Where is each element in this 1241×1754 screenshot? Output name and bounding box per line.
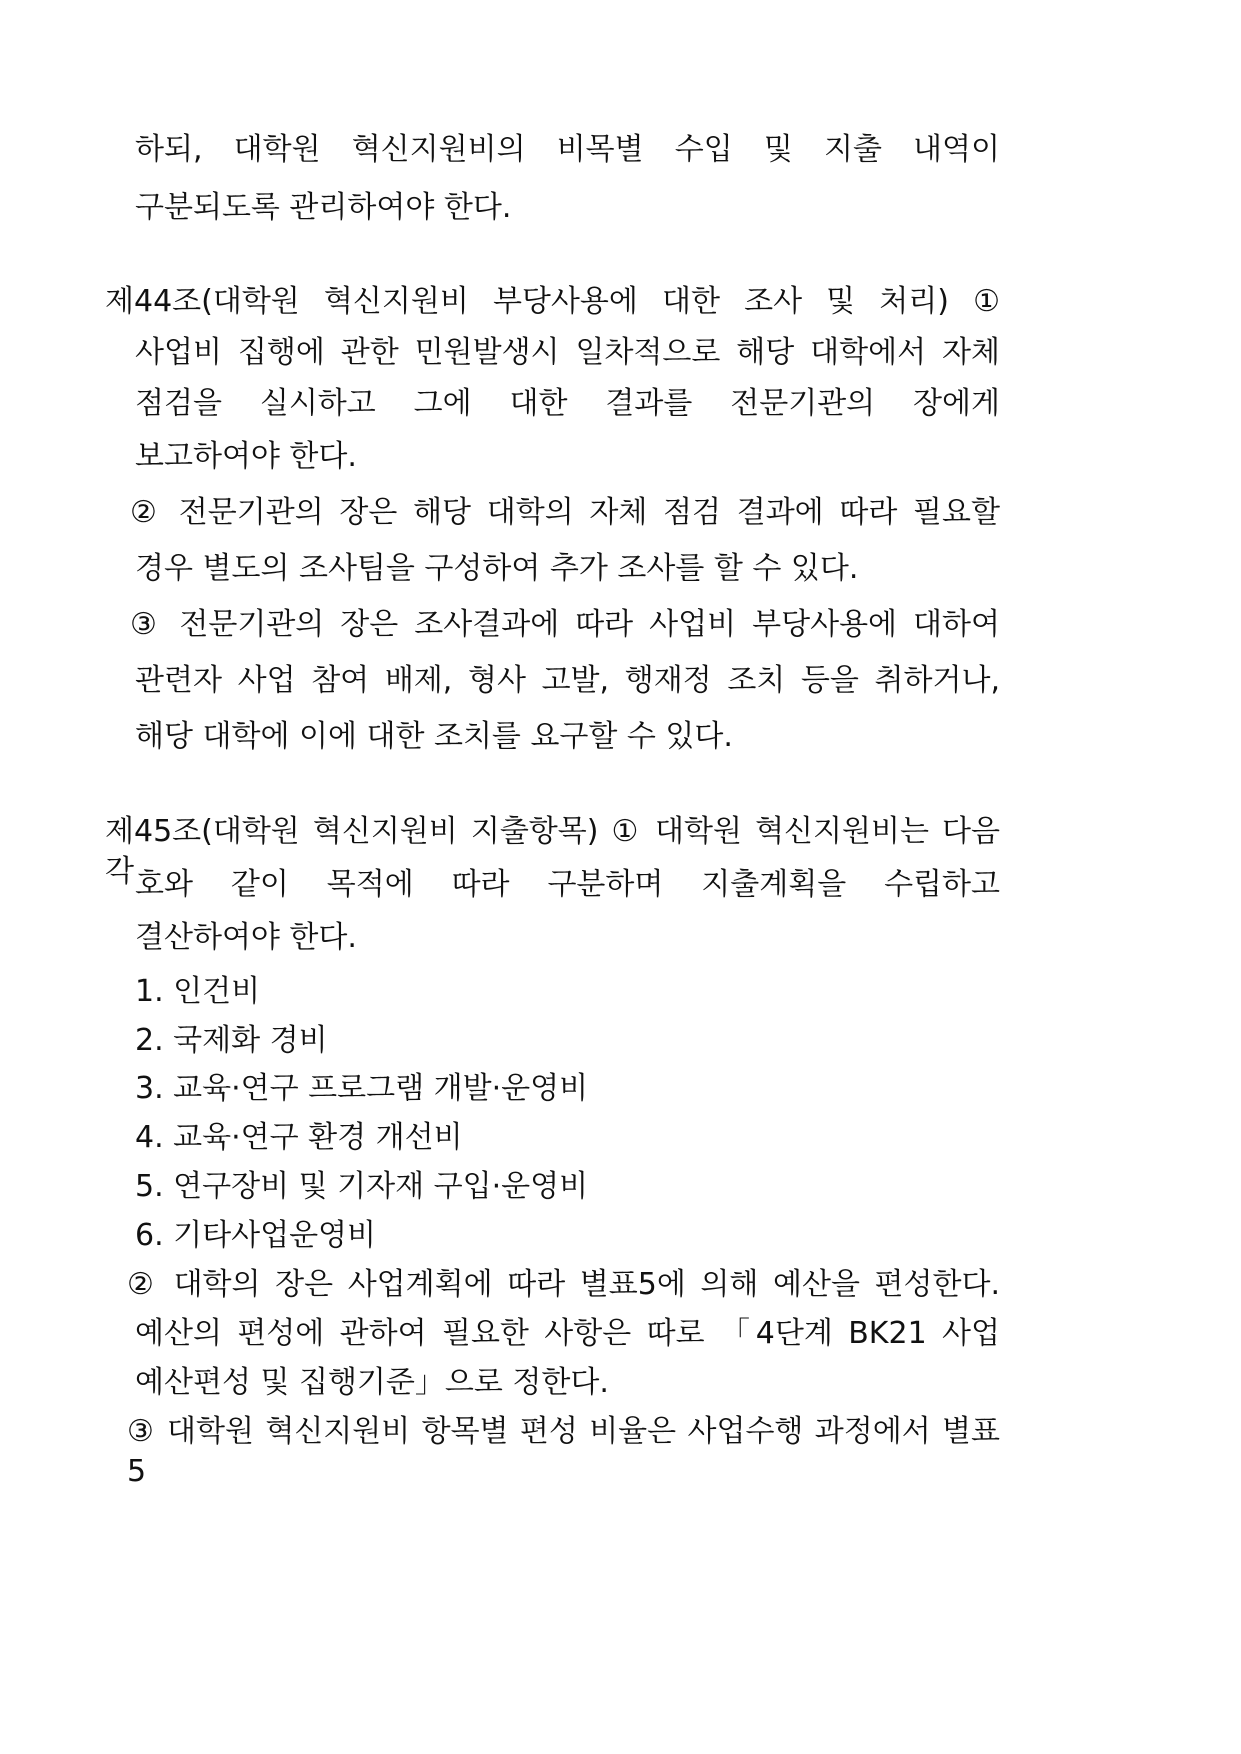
article44-paragraph-2-line-2: 경우 별도의 조사팀을 구성하여 추가 조사를 할 수 있다. (135, 551, 859, 586)
article43-continuation-line-1: 하되, 대학원 혁신지원비의 비목별 수입 및 지출 내역이 (135, 132, 1000, 167)
article45-paragraph-2-line-3: 예산편성 및 집행기준」으로 정한다. (135, 1365, 609, 1400)
list-item: 5. 연구장비 및 기자재 구입·운영비 (135, 1169, 589, 1204)
article45-paragraph-3-line-1: ③ 대학원 혁신지원비 항목별 편성 비율은 사업수행 과정에서 별표5 (127, 1414, 1000, 1489)
article43-continuation-line-2: 구분되도록 관리하여야 한다. (135, 190, 512, 225)
article45-paragraph-2-line-1: ② 대학의 장은 사업계획에 따라 별표5에 의해 예산을 편성한다. (127, 1267, 1000, 1302)
article45-line-3: 결산하여야 한다. (135, 920, 357, 955)
list-item: 1. 인건비 (135, 974, 261, 1009)
article45-line-2: 호와 같이 목적에 따라 구분하며 지출계획을 수립하고 (135, 867, 1000, 902)
article44-line-2: 사업비 집행에 관한 민원발생시 일차적으로 해당 대학에서 자체 (135, 335, 1000, 370)
article44-heading: 제44조(대학원 혁신지원비 부당사용에 대한 조사 및 처리) ① (105, 284, 1000, 319)
list-item: 6. 기타사업운영비 (135, 1218, 377, 1253)
article44-paragraph-3-line-1: ③ 전문기관의 장은 조사결과에 따라 사업비 부당사용에 대하여 (130, 607, 1000, 642)
article45-heading: 제45조(대학원 혁신지원비 지출항목) ① 대학원 혁신지원비는 다음 각 (105, 814, 1000, 889)
article44-paragraph-3-line-2: 관련자 사업 참여 배제, 형사 고발, 행재정 조치 등을 취하거나, (135, 663, 1000, 698)
list-item: 2. 국제화 경비 (135, 1023, 328, 1058)
article44-line-3: 점검을 실시하고 그에 대한 결과를 전문기관의 장에게 (135, 386, 1000, 421)
article45-paragraph-2-line-2: 예산의 편성에 관하여 필요한 사항은 따로 「4단계 BK21 사업 (135, 1316, 1000, 1351)
list-item: 3. 교육·연구 프로그램 개발·운영비 (135, 1071, 589, 1106)
article44-paragraph-2-line-1: ② 전문기관의 장은 해당 대학의 자체 점검 결과에 따라 필요할 (130, 495, 1000, 530)
list-item: 4. 교육·연구 환경 개선비 (135, 1120, 463, 1155)
article44-paragraph-3-line-3: 해당 대학에 이에 대한 조치를 요구할 수 있다. (135, 719, 733, 754)
article44-line-4: 보고하여야 한다. (135, 439, 357, 474)
